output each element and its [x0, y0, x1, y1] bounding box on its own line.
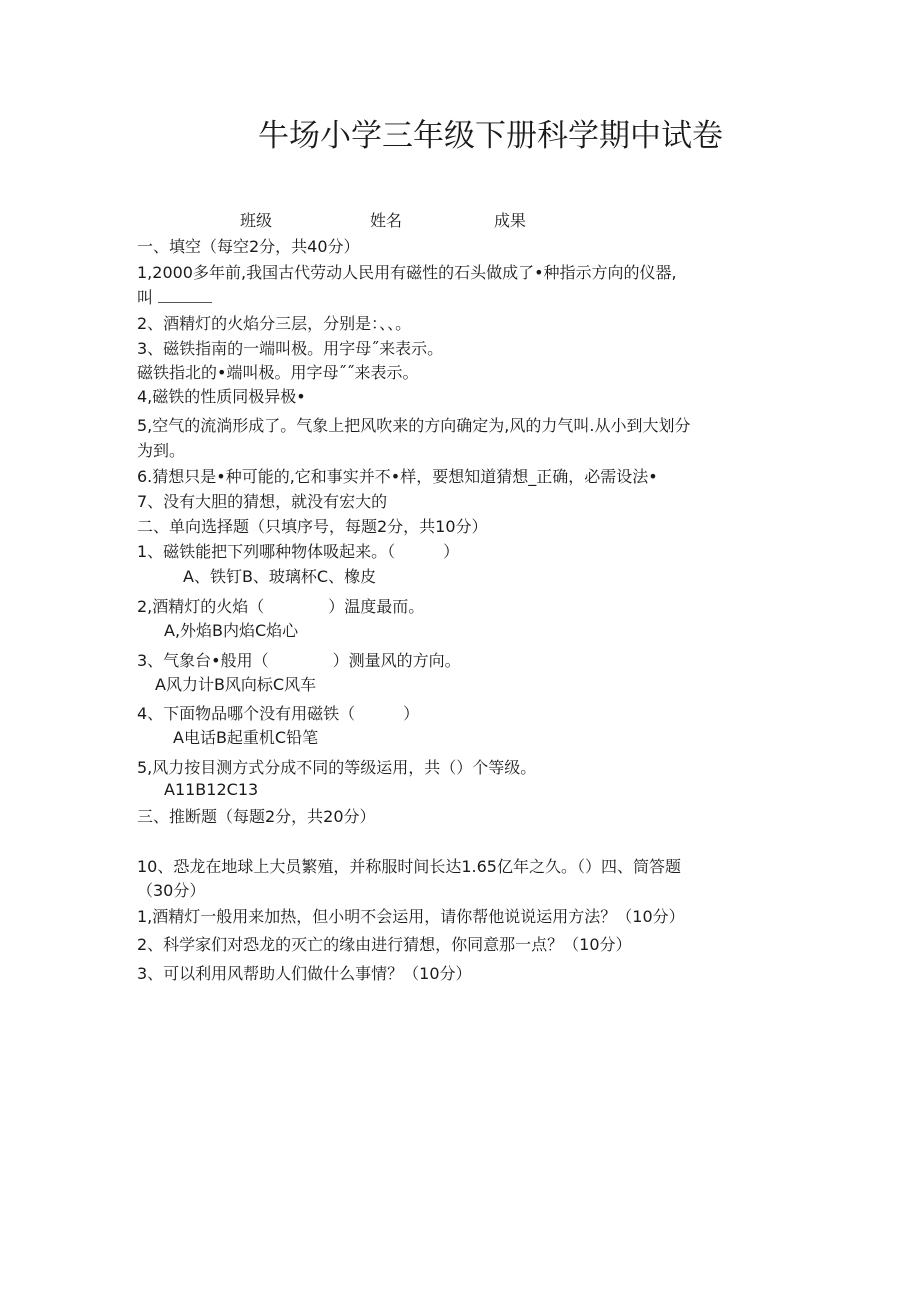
choice-q1-options: A、铁钉B、玻璃杯C、橡皮 — [183, 567, 377, 586]
section-heading-fill: 一、填空（每空2分，共40分） — [137, 237, 360, 256]
fill-q1-label: 叫 — [137, 288, 154, 307]
fill-q3-line1: 3、磁铁指南的一端叫极。用字母˝来表示。 — [137, 339, 444, 358]
short-answer-q3: 3、可以利用风帮助人们做什么事情？（10分） — [137, 964, 472, 983]
exam-title: 牛场小学三年级下册科学期中试卷 — [258, 118, 723, 154]
answer-blank — [158, 287, 212, 303]
fill-q1-line2 — [137, 287, 212, 309]
fill-q1-line1: 1,2000多年前,我国古代劳动人民用有磁性的石头做成了•种指示方向的仪器, — [137, 263, 677, 282]
choice-q5-options: A11B12C13 — [164, 780, 259, 799]
fill-q5-line1: 5,空气的流淌形成了。气象上把风吹来的方向确定为,风的力气叫.从小到大划分 — [137, 416, 691, 435]
name-label: 姓名 — [370, 211, 403, 230]
choice-q3: 3、气象台•般用（ ）测量风的方向。 — [137, 651, 461, 670]
choice-q4: 4、下面物品哪个没有用磁铁（ ） — [137, 704, 420, 723]
choice-q2: 2,酒精灯的火焰（ ）温度最而。 — [137, 597, 425, 616]
fill-q3-line2: 磁铁指北的•端叫极。用字母˝˝来表示。 — [137, 363, 419, 382]
choice-q2-options: A,外焰B内焰C焰心 — [164, 621, 299, 640]
score-label: 成果 — [494, 211, 527, 230]
choice-q5: 5,风力按目测方式分成不同的等级运用，共（）个等级。 — [137, 758, 537, 777]
short-answer-q1: 1,酒精灯一般用来加热，但小明不会运用，请你帮他说说运用方法？（10分） — [137, 907, 685, 926]
fill-q7: 7、没有大胆的猜想，就没有宏大的 — [137, 492, 388, 511]
choice-q1: 1、磁铁能把下列哪种物体吸起来。（ ） — [137, 542, 460, 561]
judge-q10-line2: （30分） — [137, 881, 206, 900]
choice-q3-options: A风力计B风向标C风车 — [155, 675, 317, 694]
short-answer-q2: 2、科学家们对恐龙的灭亡的缘由进行猜想，你同意那一点？（10分） — [137, 935, 632, 954]
fill-q5-line2: 为到。 — [137, 441, 186, 460]
judge-q10-line1: 10、恐龙在地球上大员繁殖，并称服时间长达1.65亿年之久。（）四、筒答题 — [137, 857, 681, 876]
fill-q4: 4,磁铁的性质同极异极• — [137, 387, 306, 406]
section-heading-judge: 三、推断题（每题2分，共20分） — [137, 807, 376, 826]
fill-q2: 2、酒精灯的火焰分三层，分别是：、、。 — [137, 314, 412, 333]
section-heading-choice: 二、单向选择题（只填序号，每题2分，共10分） — [137, 517, 488, 536]
choice-q4-options: A电话B起重机C铅笔 — [173, 728, 319, 747]
class-label: 班级 — [240, 211, 273, 230]
fill-q6: 6.猜想只是•种可能的,它和事实并不•样，要想知道猜想_正确，必需设法• — [137, 467, 658, 486]
